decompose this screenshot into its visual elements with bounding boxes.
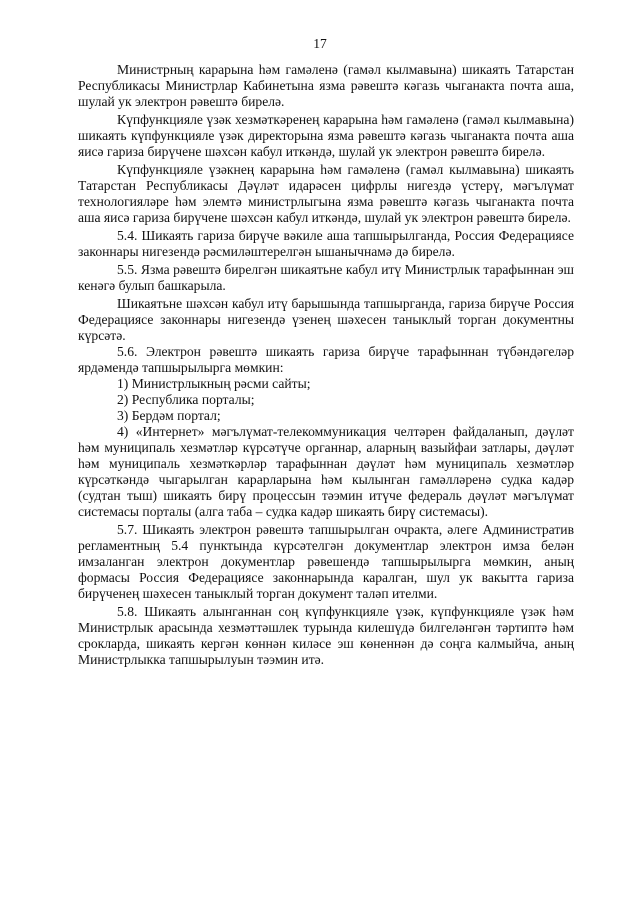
paragraph-5-7: 5.7. Шикаять электрон рәвештә тапшырылган очракта, әлеге Административ регламентның 5.4 пунктында күрсәтелгән документлар электрон имза белән имзаланган электрон документлар рәвешендә тапшырылырга мөмкин, аның формасы Россия Федерациясе законнарында каралган, шул ук вакытта гариза бирүченең шәхесен таныклый торган документ таләп ителми.	[78, 522, 574, 601]
page-number: 17	[313, 36, 327, 51]
list-item-internet-system: 4) «Интернет» мәгълүмат-телекоммуникация челтәрен файдаланып, дәүләт һәм муниципаль хезмәтләр күрсәтүче органнар, аларның вазыйфаи затлары, дәүләт һәм муниципаль хезмәткәрләр тарафыннан дәүләт һәм муниципаль хезмәтләр күрсәткәндә чыгарылган карарларына һәм кылынган гамәлләренә судка кадәр (судтан тыш) шикаять бирү процессын тәэмин итүче федераль дәүләт мәгълүмат системасы порталы (алга таба – судка кадәр шикаять бирү системасы).	[78, 424, 574, 519]
list-item-republic-portal: 2) Республика порталы;	[117, 392, 255, 407]
paragraph-5-5: 5.5. Язма рәвештә бирелгән шикаятьне кабул итү Министрлык тарафыннан эш кенәгә булып башкарыла.	[78, 262, 574, 293]
page-body	[78, 62, 574, 668]
paragraph-5-8: 5.8. Шикаять алынганнан соң күпфункцияле үзәк, күпфункцияле үзәк һәм Министрлык арасында хезмәттәшлек турында килешүдә билгеләнгән тәртиптә һәм срокларда, шикаять кергән көннән киләсе эш көненнән дә соңга калмыйча, аның Министрлыкка тапшырылуын тәэмин итә.	[78, 604, 574, 667]
paragraph-personal-reception: Шикаятьне шәхсән кабул итү барышында тапшырганда, гариза бирүче Россия Федерациясе законнары нигезендә үзенең шәхесен таныклый торган документны күрсәтә.	[78, 296, 574, 343]
paragraph-5-4: 5.4. Шикаять гариза бирүче вәкиле аша тапшырылганда, Россия Федерациясе законнары нигезендә рәсмиләштерелгән ышанычнамә дә бирелә.	[78, 228, 574, 259]
paragraph-mfc-employee-complaint: Күпфункцияле үзәк хезмәткәренең карарына һәм гамәленә (гамәл кылмавына) шикаять күпфункцияле үзәк директорына язма рәвештә кәгазь чыганакта почта аша яисә гариза бирүчене шәхсән кабул иткәндә, шулай ук электрон рәвештә бирелә.	[78, 112, 574, 159]
paragraph-minister-complaint: Министрның карарына һәм гамәленә (гамәл кылмавына) шикаять Татарстан Республикасы Министрлар Кабинетына язма рәвештә кәгазь чыганакта почта аша, шулай ук электрон рәвештә бирелә.	[78, 62, 574, 109]
list-item-ministry-site: 1) Министрлыкның рәсми сайты;	[117, 376, 311, 391]
paragraph-5-6: 5.6. Электрон рәвештә шикаять гариза бирүче тарафыннан түбәндәгеләр ярдәмендә тапшырылырга мөмкин:	[78, 344, 574, 375]
list-item-unified-portal: 3) Бердәм портал;	[117, 408, 221, 423]
paragraph-mfc-complaint: Күпфункцияле үзәкнең карарына һәм гамәленә (гамәл кылмавына) шикаять Татарстан Республикасы Дәүләт идарәсен цифрлы нигездә үстерү, мәгълүмат технологияләре һәм элемтә министрлыгына язма рәвештә кәгазь чыганакта почта аша яисә гариза бирүчене шәхсән кабул иткәндә, шулай ук электрон рәвештә бирелә.	[78, 162, 574, 225]
